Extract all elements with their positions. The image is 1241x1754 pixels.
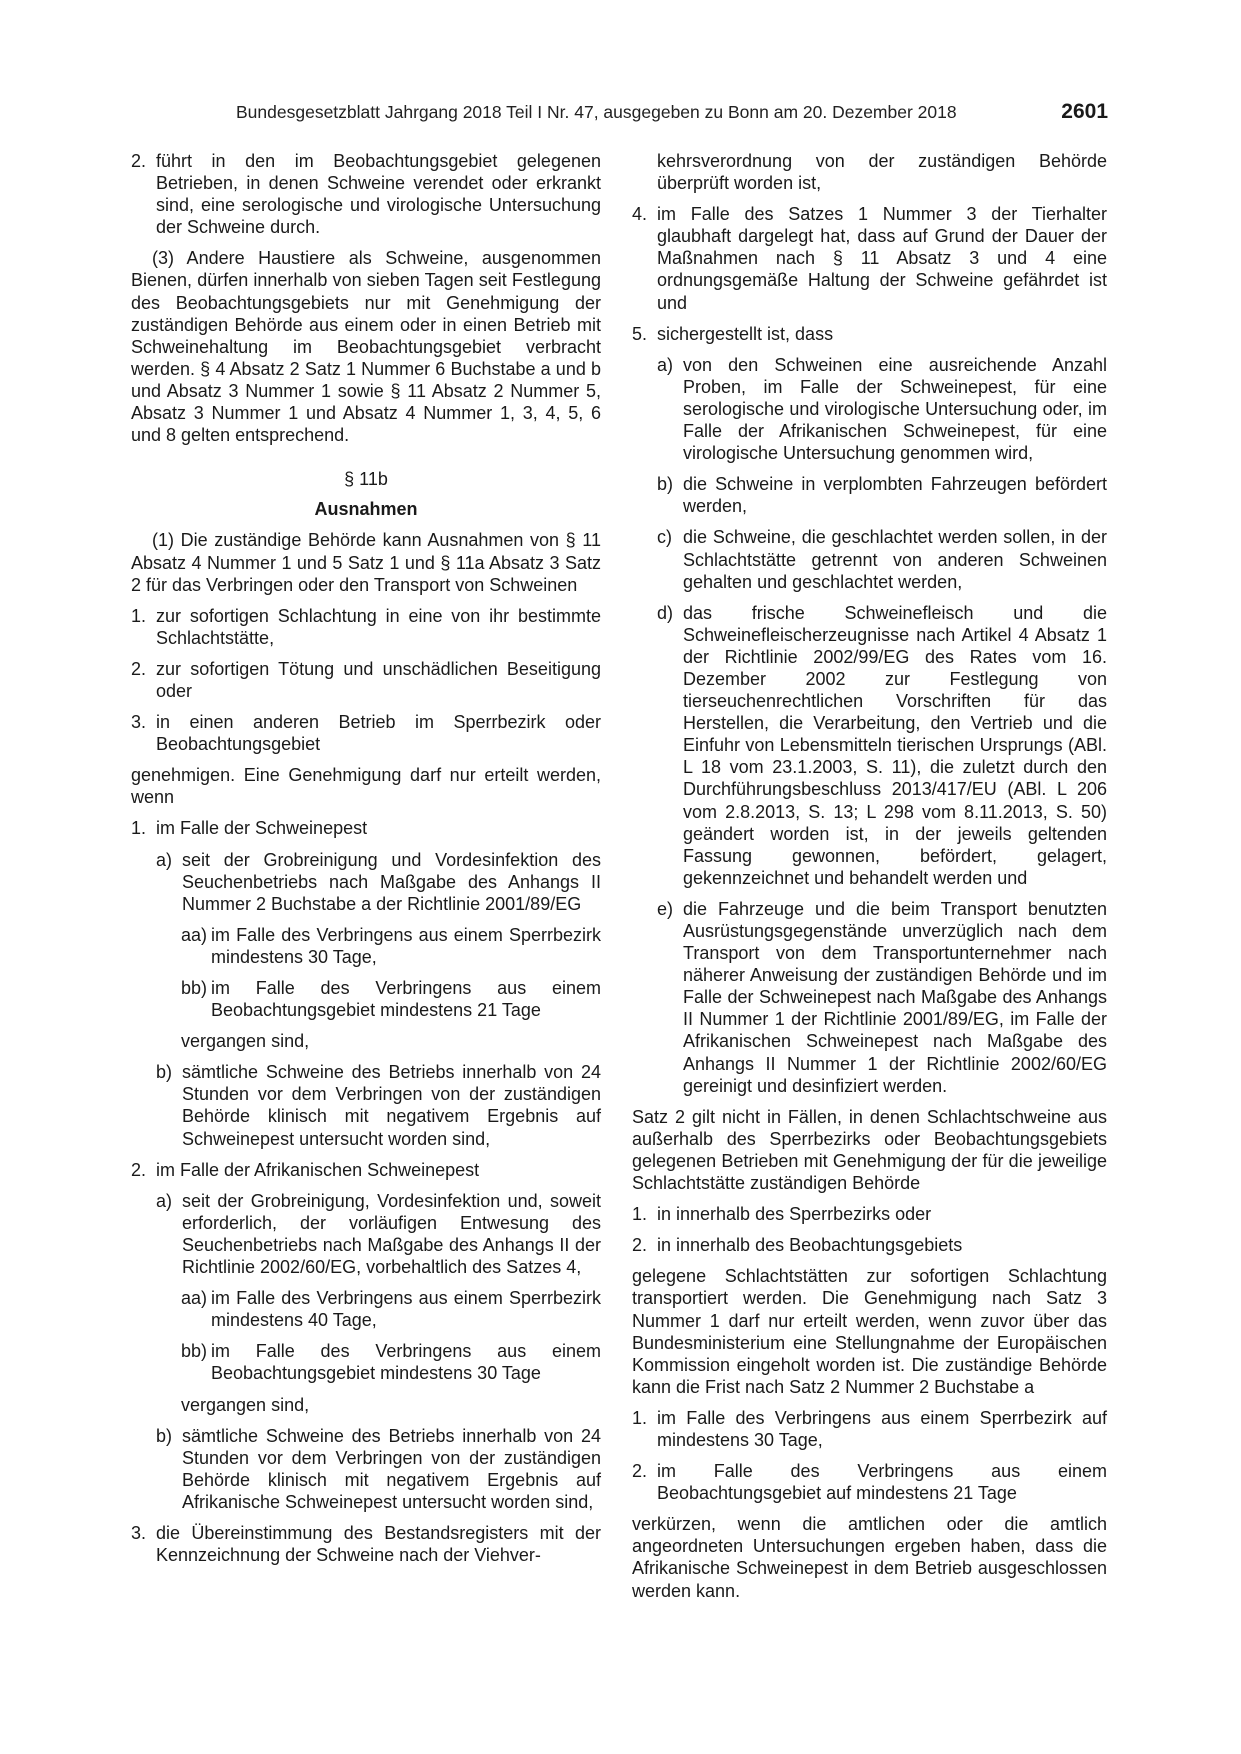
item-number: 3.: [131, 1522, 147, 1543]
item-text: im Falle des Verbringens aus einem Beobachtungsgebiet auf mindestens 21 Tage: [657, 1461, 1107, 1504]
condition-5c: [632, 526, 1107, 592]
list-item: [131, 711, 601, 755]
condition-2b: [131, 1425, 601, 1513]
condition-1b: [131, 1061, 601, 1149]
item-number: 2.: [131, 1159, 147, 1180]
item-number: 2.: [131, 151, 147, 171]
item-text: im Falle des Verbringens aus einem Beobachtungsgebiet mindestens 30 Tage: [211, 1341, 601, 1384]
item-letter: aa): [181, 924, 208, 945]
section-number: § 11b: [344, 469, 388, 490]
condition-5b: [632, 473, 1107, 517]
item-text: in innerhalb des Sperrbezirks oder: [657, 1204, 932, 1225]
list-item: [632, 1460, 1107, 1504]
condition-3: [131, 1522, 601, 1566]
item-number: 1.: [632, 1407, 648, 1428]
condition-2a-bb: [131, 1340, 601, 1384]
condition-5e: [632, 898, 1107, 1097]
list-item: [131, 150, 601, 238]
item-text: zur sofortigen Tötung und unschädlichen Beseitigung oder: [156, 658, 601, 701]
list-item: [632, 1234, 1107, 1256]
item-text: die Fahrzeuge und die beim Transport benutzten Ausrüstungsgegenstände unverzüglich nach dem Transport von dem Transportunternehmer nach näherer Anweisung der zuständigen Behörde und im Falle der Schweinepest nach Maßgabe des Anhangs II Nummer 1 der Richtlinie 2001/89/EG, im Falle der Afrikanischen Schweinepest nach Maßgabe des Anhangs II Nummer 1 der Richtlinie 2002/60/EG gereinigt und desinfiziert werden.: [683, 898, 1107, 1096]
condition-5d: [632, 602, 1107, 889]
item-text: im Falle des Satzes 1 Nummer 3 der Tierhalter glaubhaft dargelegt hat, dass auf Grund der Dauer der Maßnahmen nach § 11 Absatz 3 und 4 eine ordnungsgemäße Haltung der Schweine gefährdet ist und: [657, 204, 1107, 313]
condition-2: [131, 1159, 601, 1181]
paragraph-3: (3) Andere Haustiere als Schweine, ausgenommen Bienen, dürfen innerhalb von sieben Tagen seit Festlegung des Beobachtungsgebiets nur mit Genehmigung der zuständigen Behörde aus einem oder in einen Betrieb mit Schweinehaltung im Beobachtungsgebiet verbracht werden. § 4 Absatz 2 Satz 1 Nummer 6 Buchstabe a und b und Absatz 3 Nummer 1 sowie § 11 Absatz 2 Nummer 5, Absatz 3 Nummer 1 und Absatz 4 Nummer 1, 3, 4, 5, 6 und 8 gelten entsprechend.: [131, 248, 601, 446]
item-letter: a): [156, 1190, 173, 1211]
condition-1: [131, 817, 601, 839]
condition-1a-aa: [131, 924, 601, 968]
final-paragraph: verkürzen, wenn die amtlichen oder die amtlich angeordneten Untersuchungen ergeben haben, dass die Afrikanische Schweinepest in dem Betrieb ausgeschlossen werden kann.: [632, 1514, 1107, 1601]
list-item: [632, 1203, 1107, 1225]
item-letter: c): [657, 527, 672, 548]
item-text: seit der Grobreinigung und Vordesinfektion des Seuchenbetriebs nach Maßgabe des Anhangs II Nummer 2 Buchstabe a der Richtlinie 2001/89/EG: [182, 849, 601, 914]
page-number: 2601: [1061, 100, 1108, 123]
condition-2a: [131, 1190, 601, 1278]
item-number: 4.: [632, 204, 648, 225]
item-number: 5.: [632, 323, 648, 344]
list-item: [632, 1407, 1107, 1451]
list-item: [131, 605, 601, 649]
item-letter: a): [156, 849, 173, 870]
right-column: [632, 150, 1107, 1611]
paragraph-1: (1) Die zuständige Behörde kann Ausnahmen von § 11 Absatz 4 Nummer 1 und 5 Satz 1 und § 11a Absatz 3 Satz 2 für das Verbringen oder den Transport von Schweinen: [131, 530, 601, 595]
item-text: im Falle des Verbringens aus einem Sperrbezirk mindestens 30 Tage,: [211, 924, 601, 967]
continuation-text: vergangen sind,: [181, 1394, 310, 1415]
item-text: von den Schweinen eine ausreichende Anzahl Proben, im Falle der Schweinepest, für eine serologische und virologische Untersuchung oder, im Falle der Afrikanischen Schweinepest, für eine virologische Untersuchung genommen wird,: [683, 354, 1107, 464]
condition-1a-bb: [131, 977, 601, 1021]
condition-4: [632, 203, 1107, 313]
item-letter: b): [156, 1062, 173, 1083]
left-column: [131, 150, 601, 1575]
item-text: im Falle der Afrikanischen Schweinepest: [156, 1159, 480, 1180]
item-text: in einen anderen Betrieb im Sperrbezirk oder Beobachtungsgebiet: [156, 712, 601, 755]
item-letter: b): [657, 474, 674, 495]
condition-5: [632, 323, 1107, 345]
list-item: [131, 658, 601, 702]
item-letter: a): [657, 354, 674, 375]
condition-1a: [131, 849, 601, 915]
item-text: im Falle des Verbringens aus einem Sperrbezirk auf mindestens 30 Tage,: [657, 1407, 1107, 1450]
item-text: führt in den im Beobachtungsgebiet gelegenen Betrieben, in denen Schweine verendet oder erkrankt sind, eine serologische und virologische Untersuchung der Schweine durch.: [156, 151, 601, 238]
item-text: sämtliche Schweine des Betriebs innerhalb von 24 Stunden vor dem Verbringen von der zuständigen Behörde klinisch mit negativem Ergebnis auf Afrikanische Schweinepest untersucht worden sind,: [182, 1425, 601, 1512]
item-letter: bb): [181, 1341, 208, 1362]
gazette-title: Bundesgesetzblatt Jahrgang 2018 Teil I Nr. 47, ausgegeben zu Bonn am 20. Dezember 2018: [236, 102, 957, 122]
item-text: seit der Grobreinigung, Vordesinfektion und, soweit erforderlich, der vorläufigen Entwesung des Seuchenbetriebs nach Maßgabe des Anhangs II der Richtlinie 2002/60/EG, vorbehaltlich des Satzes 4,: [182, 1190, 601, 1278]
item-text: sämtliche Schweine des Betriebs innerhalb von 24 Stunden vor dem Verbringen von der zuständigen Behörde klinisch mit negativem Ergebnis auf Schweinepest untersucht worden sind,: [182, 1062, 601, 1149]
condition-5a: [632, 354, 1107, 464]
condition-2a-aa: [131, 1287, 601, 1331]
item-number: 3.: [131, 712, 147, 733]
item-number: 2.: [131, 658, 147, 679]
item-letter: b): [156, 1425, 173, 1446]
item-letter: d): [657, 602, 674, 623]
item-number: 2.: [632, 1235, 648, 1256]
continuation-text: vergangen sind,: [181, 1031, 310, 1052]
section-title: Ausnahmen: [314, 499, 418, 520]
continuation-text: genehmigen. Eine Genehmigung darf nur erteilt werden, wenn: [131, 765, 601, 808]
continuation-text: kehrsverordnung von der zuständigen Behörde überprüft worden ist,: [657, 151, 1107, 194]
item-text: im Falle des Verbringens aus einem Sperrbezirk mindestens 40 Tage,: [211, 1288, 601, 1331]
item-text: zur sofortigen Schlachtung in eine von ihr bestimmte Schlachtstätte,: [156, 605, 601, 648]
item-number: 1.: [131, 818, 147, 839]
item-text: die Schweine in verplombten Fahrzeugen befördert werden,: [683, 474, 1107, 517]
item-text: sichergestellt ist, dass: [657, 323, 834, 344]
item-letter: aa): [181, 1288, 208, 1309]
satz-2-text: Satz 2 gilt nicht in Fällen, in denen Schlachtschweine aus außerhalb des Sperrbezirks oder Beobachtungsgebiets gelegenen Betrieben mit Genehmigung der für die jeweilige Schlachtstätte zuständigen Behörde: [632, 1106, 1107, 1194]
item-text: die Schweine, die geschlachtet werden sollen, in der Schlachtstätte getrennt von anderen Schweinen gehalten und geschlachtet werden,: [683, 527, 1107, 592]
item-number: 1.: [131, 605, 147, 626]
item-text: im Falle des Verbringens aus einem Beobachtungsgebiet mindestens 21 Tage: [211, 978, 601, 1021]
item-letter: e): [657, 898, 674, 919]
item-text: die Übereinstimmung des Bestandsregisters mit der Kennzeichnung der Schweine nach der Viehver-: [156, 1522, 601, 1566]
item-letter: bb): [181, 978, 208, 998]
item-text: im Falle der Schweinepest: [156, 818, 368, 839]
item-number: 2.: [632, 1461, 648, 1482]
item-number: 1.: [632, 1204, 648, 1225]
page-header: [131, 100, 1108, 130]
item-text: in innerhalb des Beobachtungsgebiets: [657, 1235, 963, 1256]
continuation-text: gelegene Schlachtstätten zur sofortigen Schlachtung transportiert werden. Die Genehmigung nach Satz 3 Nummer 1 darf nur erteilt werden, wenn zuvor über das Bundesministerium eine Stellungnahme der Europäischen Kommission eingeholt worden ist. Die zuständige Behörde kann die Frist nach Satz 2 Nummer 2 Buchstabe a: [632, 1266, 1107, 1397]
item-text: das frische Schweinefleisch und die Schweinefleischerzeugnisse nach Artikel 4 Absatz 1 der Richtlinie 2002/99/EG des Rates vom 16. Dezember 2002 zur Festlegung von tierseuchenrechtlichen Vorschriften für das Herstellen, die Verarbeitung, den Vertrieb und die Einfuhr von Lebensmitteln tierischen Ursprungs (ABl. L 18 vom 23.1.2003, S. 11), die zuletzt durch den Durchführungsbeschluss 2013/417/EU (ABl. L 206 vom 2.8.2013, S. 13; L 298 vom 8.11.2013, S. 50) geändert worden ist, in der jeweils geltenden Fassung gewonnen, befördert, gelagert, gekennzeichnet und behandelt werden und: [683, 602, 1107, 888]
